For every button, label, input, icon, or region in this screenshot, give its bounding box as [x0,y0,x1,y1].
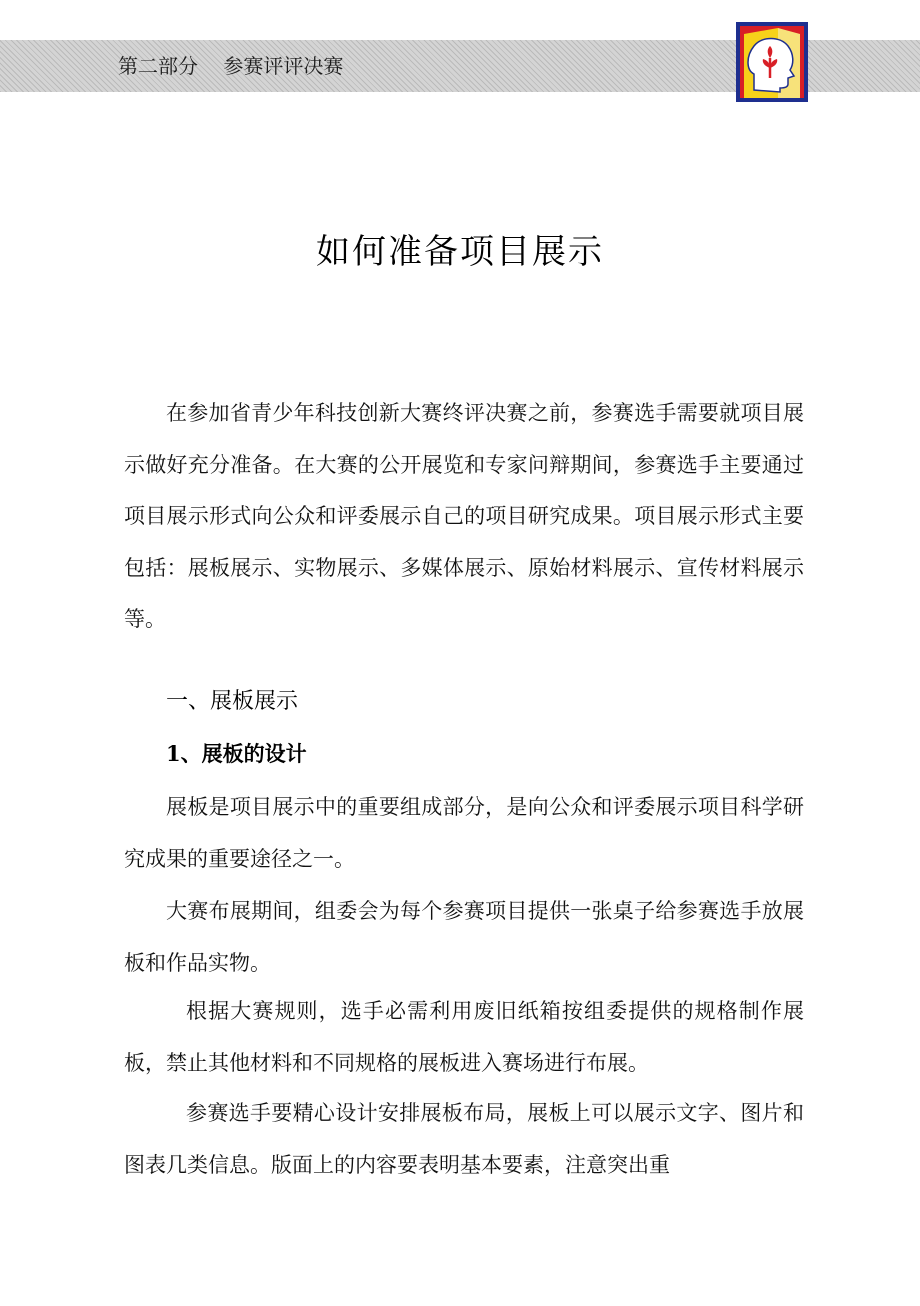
body-paragraph: 参赛选手要精心设计安排展板布局，展板上可以展示文字、图片和图表几类信息。版面上的内容要表明基本要素，注意突出重 [124,1101,804,1177]
body-paragraph: 根据大赛规则，选手必需利用废旧纸箱按组委提供的规格制作展板，禁止其他材料和不同规格的展板进入赛场进行布展。 [124,999,804,1075]
subsection-heading: 1、展板的设计 [166,741,307,766]
page-title: 如何准备项目展示 [316,232,604,272]
header-text: 第二部分 参赛评评决赛 [118,54,344,78]
body-paragraph: 大赛布展期间，组委会为每个参赛项目提供一张桌子给参赛选手放展板和作品实物。 [124,899,804,975]
contest-logo-icon [736,22,808,102]
section-heading: 一、展板展示 [166,689,299,714]
intro-paragraph: 在参加省青少年科技创新大赛终评决赛之前，参赛选手需要就项目展示做好充分准备。在大赛的公开展览和专家问辩期间，参赛选手主要通过项目展示形式向公众和评委展示自己的项目研究成果。项目展示形式主要包括：展板展示、实物展示、多媒体展示、原始材料展示、宣传材料展示等。 [124,401,804,631]
body-paragraph: 展板是项目展示中的重要组成部分，是向公众和评委展示项目科学研究成果的重要途径之一。 [124,795,804,871]
